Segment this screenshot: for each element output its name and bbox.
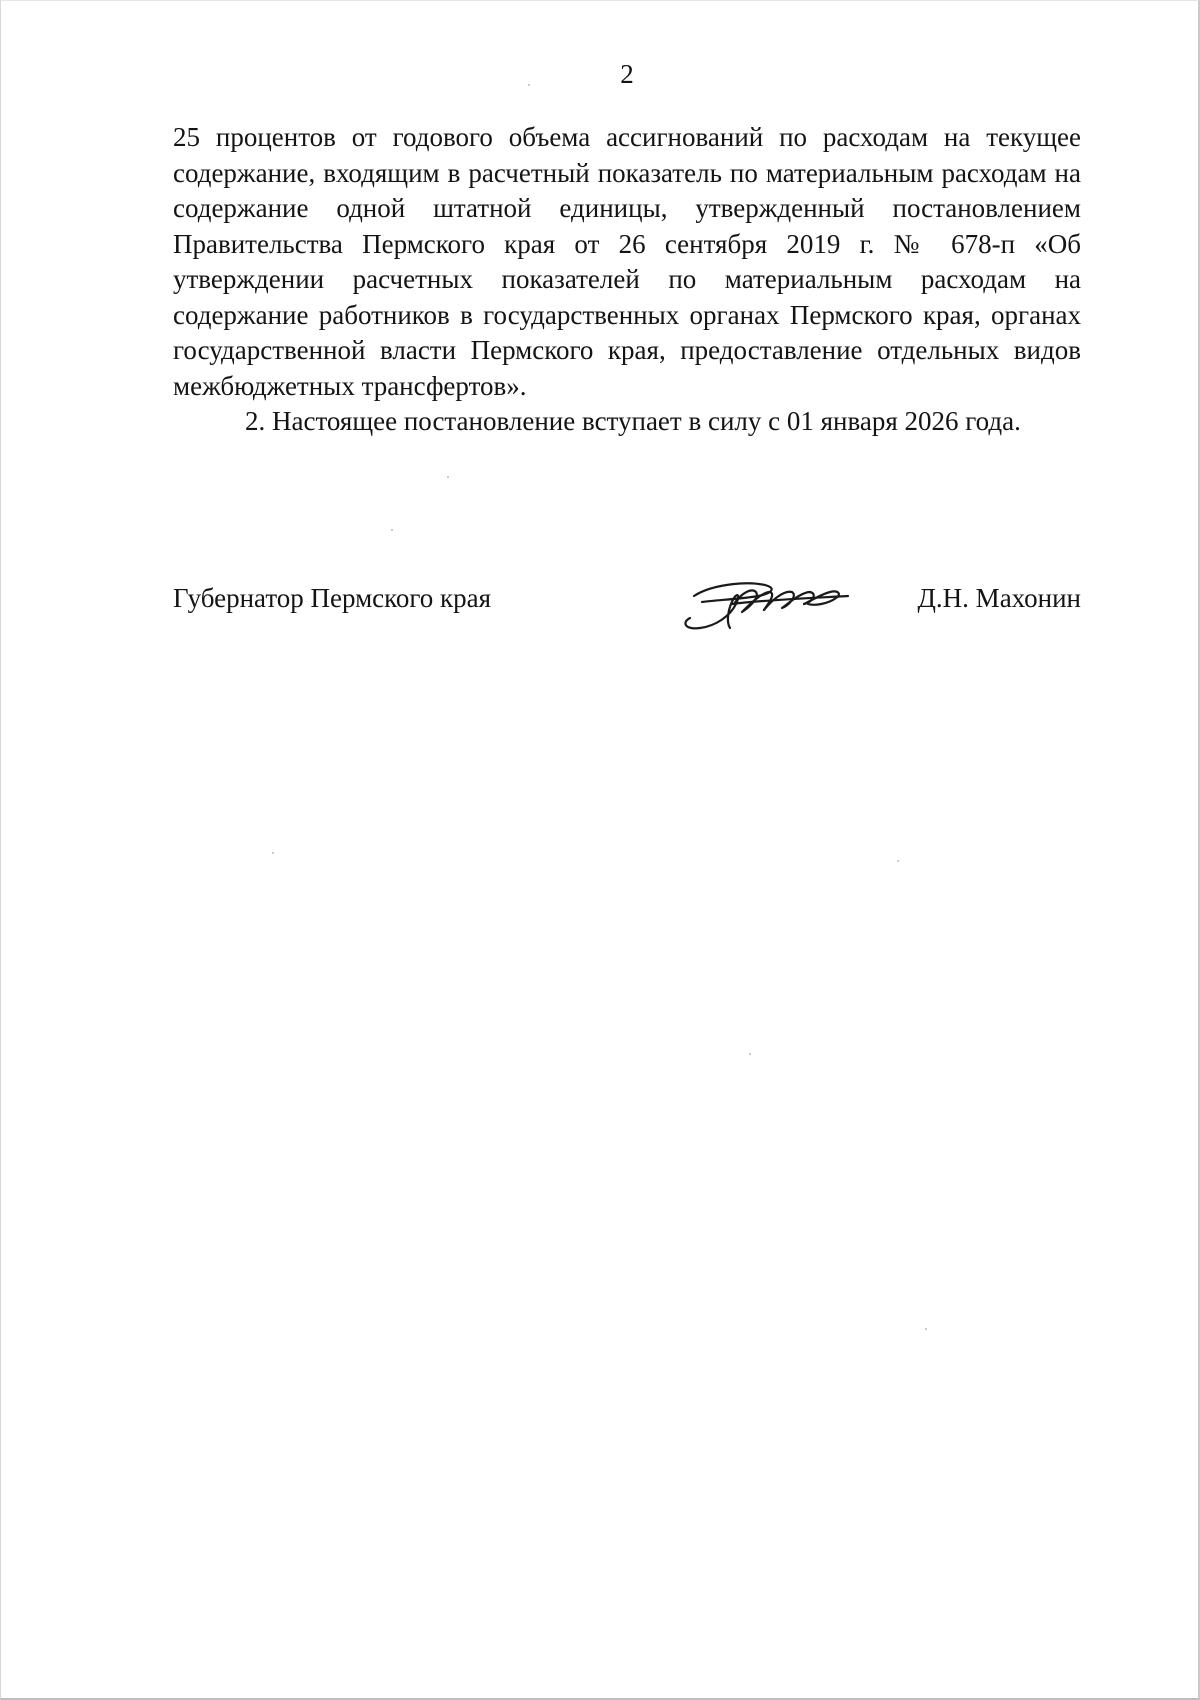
handwritten-signature xyxy=(672,570,852,640)
paragraph-continuation: 25 процентов от годового объема ассигнований по расходам на текущее содержание, входящим в расчетный показатель по материальным расходам на содержание одной штатной единицы, утвержденный постановлением Правительства Пермского края от 26 сентября 2019 г. № 678-п «Об утверждении расчетных показателей по материальным расходам на содержание работников в государственных органах Пермского края, органах государственной власти Пермского края, предоставление отдельных видов межбюджетных трансфертов». xyxy=(173,122,1081,401)
scan-speck xyxy=(749,1053,751,1055)
scan-speck xyxy=(391,529,393,531)
scan-speck xyxy=(528,84,530,86)
page-number: 2 xyxy=(620,59,634,89)
signatory-position: Губернатор Пермского края xyxy=(173,583,492,613)
scan-speck xyxy=(447,476,449,478)
scan-speck xyxy=(925,1328,927,1330)
signatory-name: Д.Н. Махонин xyxy=(917,583,1081,613)
scan-speck xyxy=(272,852,274,854)
scan-speck xyxy=(897,860,899,862)
document-body xyxy=(173,120,1081,440)
paragraph-effective-date: 2. Настоящее постановление вступает в силу с 01 января 2026 года. xyxy=(245,406,1021,436)
